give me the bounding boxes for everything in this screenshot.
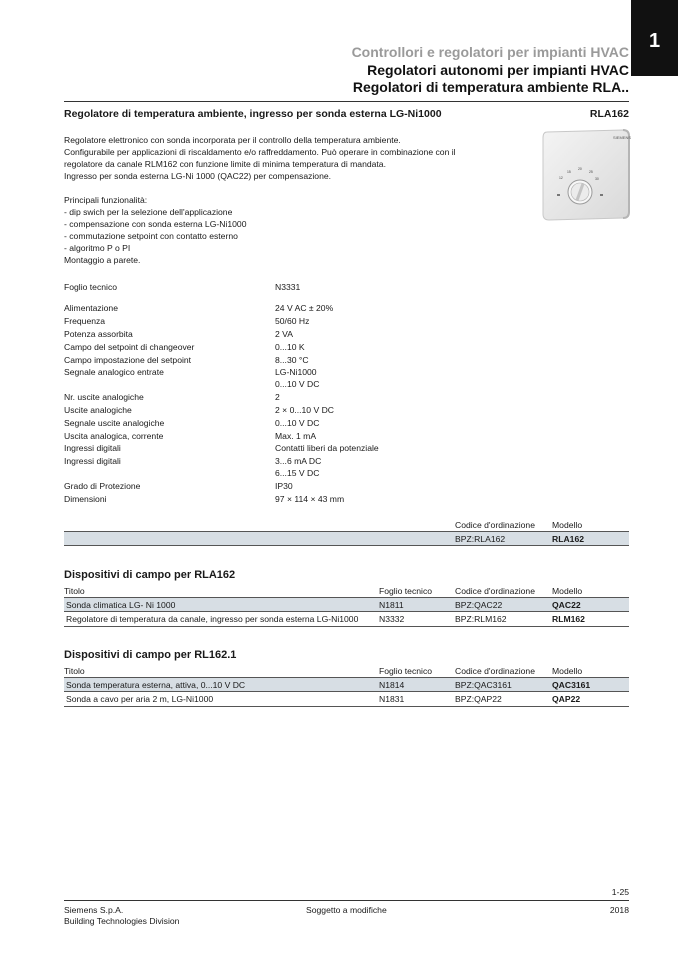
footer-company: Siemens S.p.A. [64, 905, 124, 915]
spec-value: 50/60 Hz [275, 316, 310, 326]
row-title: Sonda a cavo per aria 2 m, LG-Ni1000 [66, 694, 214, 704]
col-header-title: Titolo [64, 666, 85, 676]
row-model: RLM162 [552, 614, 585, 624]
spec-value: Max. 1 mA [275, 431, 317, 441]
footer-notice: Soggetto a modifiche [306, 905, 387, 915]
col-header-code: Codice d'ordinazione [455, 586, 535, 596]
order-model-header: Modello [552, 520, 583, 530]
spec-value: Contatti liberi da potenziale [275, 443, 379, 453]
row-title: Sonda temperatura esterna, attiva, 0...10 V DC [66, 680, 246, 690]
row-model: QAC22 [552, 600, 581, 610]
feature-item: - compensazione con sonda esterna LG-Ni1000 [64, 219, 247, 229]
spec-value: 2 × 0...10 V DC [275, 405, 334, 415]
row-title: Sonda climatica LG- Ni 1000 [66, 600, 176, 610]
spec-label: Segnale uscite analogiche [64, 418, 165, 428]
intro-line: Ingresso per sonda esterna LG-Ni 1000 (QAC22) per compensazione. [64, 171, 332, 181]
spec-value: 0...10 V DC [275, 379, 320, 389]
footer-rule [64, 900, 629, 901]
table-row [64, 532, 629, 545]
spec-label: Segnale analogico entrate [64, 367, 164, 377]
col-header-sheet: Foglio tecnico [379, 666, 433, 676]
row-sheet: N1811 [379, 600, 404, 610]
col-header-model: Modello [552, 666, 583, 676]
spec-value: IP30 [275, 481, 293, 491]
spec-label: Nr. uscite analogiche [64, 392, 144, 402]
col-header-code: Codice d'ordinazione [455, 666, 535, 676]
dial-mark: 30 [595, 177, 599, 181]
row-sheet: N1831 [379, 694, 405, 704]
header-rule [64, 101, 629, 102]
chapter-tab: 1 [631, 0, 678, 76]
spec-value: 0...10 V DC [275, 418, 320, 428]
row-sheet: N1814 [379, 680, 405, 690]
col-header-title: Titolo [64, 586, 85, 596]
order-model: RLA162 [552, 534, 584, 544]
section-title-rl1621: Dispositivi di campo per RL162.1 [64, 649, 237, 661]
dial-mark: 25 [589, 170, 593, 174]
feature-item: - dip swich per la selezione dell'applicazione [64, 207, 233, 217]
product-title: Regolatore di temperatura ambiente, ingresso per sonda esterna LG-Ni1000 [64, 108, 442, 120]
spec-label: Grado di Protezione [64, 481, 141, 491]
header-family: Regolatori di temperatura ambiente RLA.. [352, 79, 629, 95]
features-heading: Principali funzionalità: [64, 195, 148, 205]
feature-item: - algoritmo P o PI [64, 243, 131, 253]
dial-mark: 20 [578, 167, 582, 171]
row-model: QAP22 [552, 694, 581, 704]
feature-item: - commutazione setpoint con contatto esterno [64, 231, 238, 241]
page-number: 1-25 [611, 887, 629, 897]
intro-line: Configurabile per applicazioni di riscaldamento e/o raffreddamento. Può operare in combinazione con il [64, 147, 456, 157]
row-code: BPZ:QAC3161 [455, 680, 512, 690]
spec-label: Ingressi digitali [64, 443, 121, 453]
devices-table-rla162 [64, 585, 629, 630]
header-category: Controllori e regolatori per impianti HVAC [351, 44, 629, 60]
spec-label: Campo del setpoint di changeover [64, 342, 195, 352]
product-image [537, 128, 631, 222]
spec-value: 6...15 V DC [275, 468, 320, 478]
dial-mark: 12 [559, 176, 563, 180]
row-title: Regolatore di temperatura da canale, ingresso per sonda esterna LG-Ni1000 [66, 614, 359, 624]
footer-year: 2018 [609, 905, 629, 915]
section-title-rla162: Dispositivi di campo per RLA162 [64, 569, 236, 581]
spec-label: Foglio tecnico [64, 282, 118, 292]
product-code: RLA162 [589, 108, 629, 120]
dial-mark: 15 [567, 170, 571, 174]
spec-label: Campo impostazione del setpoint [64, 355, 192, 365]
spec-value: 24 V AC ± 20% [275, 303, 334, 313]
brand-label: SIEMENS [613, 135, 631, 140]
header-subcategory: Regolatori autonomi per impianti HVAC [367, 62, 629, 78]
intro-line: regolatore da canale RLM162 con funzione limite di minima temperatura di mandata. [64, 159, 386, 169]
intro-line: Regolatore elettronico con sonda incorporata per il controllo della temperatura ambiente. [64, 135, 401, 145]
spec-label: Dimensioni [64, 494, 107, 504]
spec-value: 3...6 mA DC [275, 456, 322, 466]
spec-value: 2 VA [275, 329, 293, 339]
row-code: BPZ:QAC22 [455, 600, 503, 610]
spec-value: LG-Ni1000 [275, 367, 317, 377]
col-header-sheet: Foglio tecnico [379, 586, 433, 596]
footer-division: Building Technologies Division [64, 916, 180, 926]
spec-value: 2 [275, 392, 280, 402]
order-table [64, 519, 629, 549]
spec-value: N3331 [275, 282, 301, 292]
order-code-header: Codice d'ordinazione [455, 520, 535, 530]
row-model: QAC3161 [552, 680, 591, 690]
order-code: BPZ:RLA162 [455, 534, 506, 544]
product-description [64, 134, 504, 266]
product-title-row [64, 108, 629, 120]
spec-label: Alimentazione [64, 303, 118, 313]
devices-table-rl1621 [64, 665, 629, 710]
row-code: BPZ:QAP22 [455, 694, 502, 704]
col-header-model: Modello [552, 586, 583, 596]
spec-label: Potenza assorbita [64, 329, 133, 339]
row-sheet: N3332 [379, 614, 405, 624]
row-code: BPZ:RLM162 [455, 614, 507, 624]
spec-label: Uscita analogica, corrente [64, 431, 164, 441]
spec-label: Frequenza [64, 316, 106, 326]
spec-value: 97 × 114 × 43 mm [275, 494, 345, 504]
mounting-note: Montaggio a parete. [64, 255, 141, 265]
spec-value: 0...10 K [275, 342, 305, 352]
spec-value: 8...30 °C [275, 355, 309, 365]
spec-label: Ingressi digitali [64, 456, 121, 466]
spec-label: Uscite analogiche [64, 405, 132, 415]
